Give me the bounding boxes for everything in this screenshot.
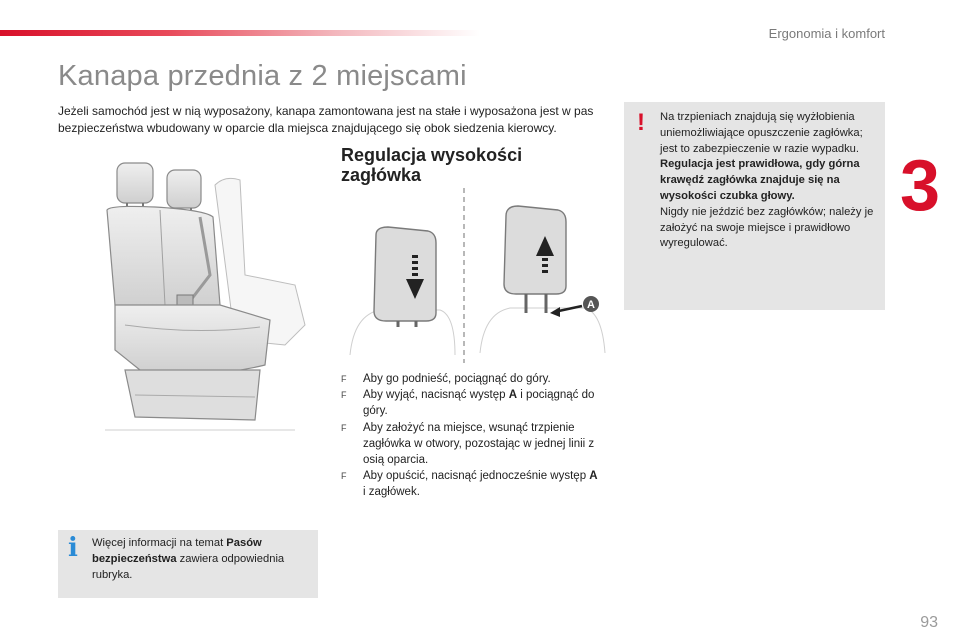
info-text-a: Więcej informacji na temat	[92, 537, 227, 549]
headrest-lower-illustration	[340, 225, 460, 360]
steps-list	[341, 371, 603, 501]
bench-seat-illustration	[95, 155, 320, 440]
bullet-icon: F	[341, 471, 347, 482]
warning-text-2: Nigdy nie jeździć bez zagłówków; należy je założyć na swoje miejsce i prawidłowo wyregulować.	[660, 205, 874, 250]
warning-icon: !	[637, 109, 645, 136]
bullet-icon: F	[341, 390, 347, 401]
label-a-text: A	[587, 299, 595, 311]
chapter-number: 3	[900, 146, 941, 226]
info-box	[58, 530, 318, 598]
intro-paragraph: Jeżeli samochód jest w nią wyposażony, kanapa zamontowana jest na stałe i wyposażona jest w pas bezpieczeństwa wbudowany w oparcie dla miejsca znajdującego się obok siedzenia kierowcy.	[58, 104, 594, 135]
step-text: i zagłówek.	[363, 486, 420, 499]
step-item	[341, 371, 603, 387]
info-text-b: zawiera odpowiednia rubryka.	[92, 553, 285, 581]
warning-text-1: Na trzpieniach znajdują się wyżłobienia uniemożliwiające opuszczenie zagłówka; jest to zabezpieczenie w razie wypadku.	[660, 111, 863, 155]
step-bold: A	[508, 389, 518, 402]
top-accent-bar	[0, 30, 480, 36]
info-text-bold: Pasów bezpieczeństwa	[92, 537, 262, 565]
warning-text	[660, 110, 882, 252]
step-text: Aby opuścić, nacisnąć jednocześnie występ	[363, 470, 590, 483]
headrest-right	[167, 170, 201, 208]
step-bold: A	[589, 470, 598, 483]
info-text	[92, 535, 312, 583]
step-text: Aby go podnieść, pociągnąć do góry.	[363, 373, 551, 385]
headrest-left	[117, 163, 153, 203]
step-text: i pociągnąć do góry.	[363, 389, 595, 418]
section-title: Regulacja wysokości zagłówka	[341, 145, 523, 185]
step-text: Aby wyjąć, nacisnąć występ	[363, 389, 509, 402]
bullet-icon: F	[341, 422, 347, 433]
page-title: Kanapa przednia z 2 miejscami	[58, 60, 467, 92]
page-number: 93	[920, 614, 938, 631]
warning-box	[624, 102, 885, 310]
illustration-divider	[462, 188, 466, 363]
step-item	[341, 420, 603, 469]
info-icon: i	[68, 533, 78, 563]
step-item	[341, 387, 603, 419]
step-text: Aby założyć na miejsce, wsunąć trzpienie zagłówka w otwory, pozostając w jednej linii z osią oparcia.	[363, 421, 595, 467]
bullet-icon: F	[341, 374, 347, 384]
chapter-header: Ergonomia i komfort	[768, 26, 885, 41]
headrest-raise-illustration	[470, 188, 610, 358]
step-item	[341, 468, 603, 500]
warning-text-bold: Regulacja jest prawidłowa, gdy górna krawędź zagłówka znajduje się na wysokości czubka głowy.	[660, 158, 860, 202]
